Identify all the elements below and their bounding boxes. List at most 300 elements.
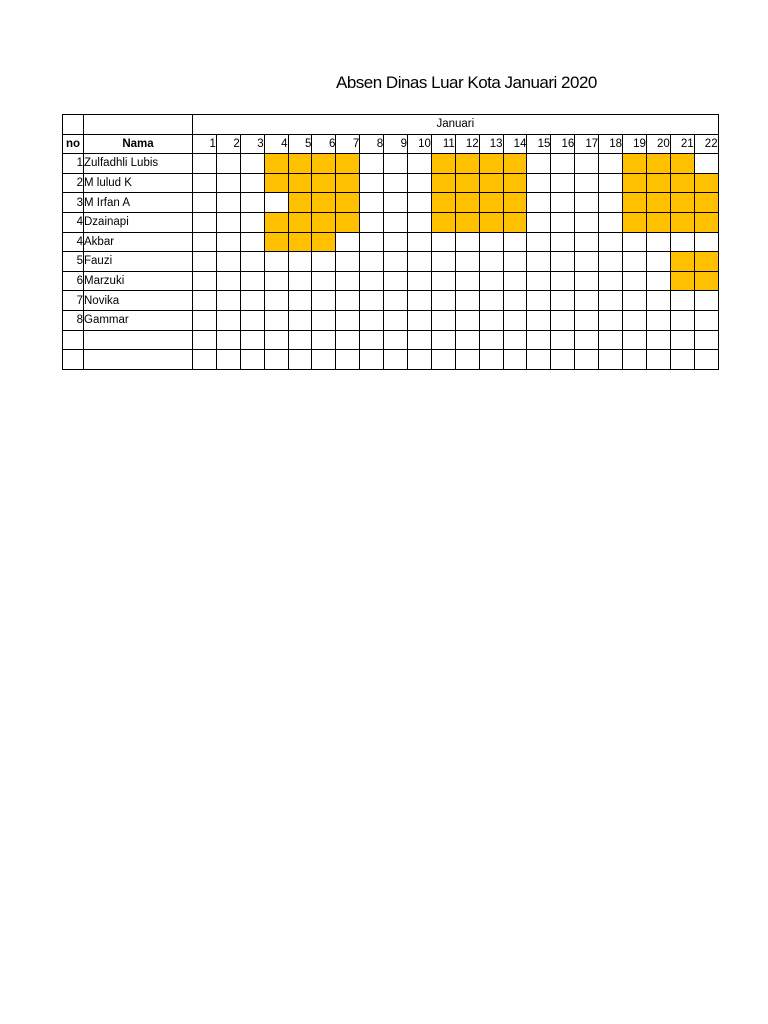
day-cell bbox=[240, 291, 264, 311]
header-no-top bbox=[63, 115, 84, 135]
day-header-21: 21 bbox=[670, 134, 694, 154]
day-cell bbox=[623, 330, 647, 350]
day-cell-marked bbox=[479, 154, 503, 174]
row-nama bbox=[84, 350, 193, 370]
day-header-22: 22 bbox=[694, 134, 718, 154]
row-no: 7 bbox=[63, 291, 84, 311]
day-cell bbox=[312, 330, 336, 350]
day-cell-marked bbox=[623, 193, 647, 213]
day-cell bbox=[408, 232, 432, 252]
day-cell bbox=[551, 291, 575, 311]
table-row bbox=[63, 271, 719, 291]
header-row-days bbox=[63, 134, 719, 154]
day-cell bbox=[479, 252, 503, 272]
day-cell bbox=[408, 291, 432, 311]
row-no: 6 bbox=[63, 271, 84, 291]
day-cell bbox=[336, 350, 360, 370]
day-cell bbox=[527, 330, 551, 350]
day-cell bbox=[551, 232, 575, 252]
day-cell bbox=[193, 193, 217, 213]
table-row bbox=[63, 350, 719, 370]
day-cell bbox=[503, 330, 527, 350]
day-header-14: 14 bbox=[503, 134, 527, 154]
row-nama: M Irfan A bbox=[84, 193, 193, 213]
table-row bbox=[63, 154, 719, 174]
day-cell-marked bbox=[694, 193, 718, 213]
day-cell bbox=[623, 252, 647, 272]
day-cell bbox=[336, 330, 360, 350]
day-cell bbox=[216, 310, 240, 330]
day-cell bbox=[599, 173, 623, 193]
day-cell bbox=[312, 310, 336, 330]
day-cell bbox=[599, 252, 623, 272]
day-cell bbox=[288, 350, 312, 370]
table-row bbox=[63, 330, 719, 350]
day-header-4: 4 bbox=[264, 134, 288, 154]
day-cell bbox=[479, 291, 503, 311]
day-cell bbox=[551, 212, 575, 232]
day-cell bbox=[599, 330, 623, 350]
day-cell bbox=[599, 212, 623, 232]
day-cell bbox=[360, 173, 384, 193]
day-cell-marked bbox=[670, 193, 694, 213]
day-cell bbox=[646, 350, 670, 370]
day-cell bbox=[527, 310, 551, 330]
day-cell bbox=[551, 173, 575, 193]
day-header-2: 2 bbox=[216, 134, 240, 154]
day-cell-marked bbox=[336, 212, 360, 232]
day-cell-marked bbox=[288, 212, 312, 232]
day-cell bbox=[360, 193, 384, 213]
day-cell bbox=[216, 193, 240, 213]
row-no: 2 bbox=[63, 173, 84, 193]
day-cell bbox=[527, 212, 551, 232]
header-row-month bbox=[63, 115, 719, 135]
day-cell-marked bbox=[431, 154, 455, 174]
day-cell bbox=[360, 232, 384, 252]
day-cell-marked bbox=[336, 154, 360, 174]
day-cell bbox=[670, 291, 694, 311]
day-cell bbox=[431, 252, 455, 272]
day-cell bbox=[479, 271, 503, 291]
day-cell bbox=[360, 350, 384, 370]
day-cell bbox=[240, 310, 264, 330]
day-cell bbox=[408, 252, 432, 272]
day-cell bbox=[479, 350, 503, 370]
day-cell-marked bbox=[312, 232, 336, 252]
day-cell bbox=[623, 291, 647, 311]
day-cell bbox=[240, 330, 264, 350]
day-cell bbox=[503, 291, 527, 311]
day-cell bbox=[431, 232, 455, 252]
day-cell bbox=[599, 310, 623, 330]
day-cell bbox=[193, 173, 217, 193]
day-cell-marked bbox=[479, 193, 503, 213]
day-cell bbox=[527, 154, 551, 174]
row-nama: Zulfadhli Lubis bbox=[84, 154, 193, 174]
day-cell-marked bbox=[455, 193, 479, 213]
day-cell bbox=[431, 291, 455, 311]
day-cell bbox=[551, 350, 575, 370]
day-cell bbox=[408, 350, 432, 370]
day-cell bbox=[646, 330, 670, 350]
day-cell bbox=[216, 154, 240, 174]
day-cell bbox=[216, 271, 240, 291]
day-cell bbox=[360, 271, 384, 291]
day-cell-marked bbox=[312, 212, 336, 232]
day-cell bbox=[599, 271, 623, 291]
day-cell-marked bbox=[670, 173, 694, 193]
day-cell bbox=[264, 350, 288, 370]
day-cell bbox=[599, 193, 623, 213]
day-cell-marked bbox=[503, 173, 527, 193]
day-cell-marked bbox=[646, 212, 670, 232]
day-cell bbox=[193, 350, 217, 370]
day-cell bbox=[240, 350, 264, 370]
day-cell bbox=[575, 310, 599, 330]
row-no bbox=[63, 350, 84, 370]
day-cell bbox=[216, 291, 240, 311]
day-cell bbox=[216, 330, 240, 350]
day-header-8: 8 bbox=[360, 134, 384, 154]
row-no: 1 bbox=[63, 154, 84, 174]
day-header-1: 1 bbox=[193, 134, 217, 154]
day-cell bbox=[312, 271, 336, 291]
row-no: 4 bbox=[63, 232, 84, 252]
day-cell-marked bbox=[431, 173, 455, 193]
day-cell bbox=[408, 330, 432, 350]
row-nama: M lulud K bbox=[84, 173, 193, 193]
day-cell bbox=[288, 330, 312, 350]
day-cell bbox=[455, 330, 479, 350]
day-cell bbox=[455, 291, 479, 311]
day-cell bbox=[408, 173, 432, 193]
day-header-5: 5 bbox=[288, 134, 312, 154]
row-nama: Gammar bbox=[84, 310, 193, 330]
day-cell-marked bbox=[288, 154, 312, 174]
day-cell bbox=[694, 232, 718, 252]
day-cell bbox=[384, 173, 408, 193]
table-row bbox=[63, 291, 719, 311]
day-header-6: 6 bbox=[312, 134, 336, 154]
day-cell bbox=[408, 193, 432, 213]
day-cell bbox=[312, 291, 336, 311]
day-cell bbox=[479, 310, 503, 330]
day-header-11: 11 bbox=[431, 134, 455, 154]
attendance-table bbox=[62, 114, 719, 370]
day-cell bbox=[646, 291, 670, 311]
day-cell bbox=[575, 350, 599, 370]
day-cell bbox=[575, 252, 599, 272]
day-cell bbox=[216, 173, 240, 193]
day-cell bbox=[575, 330, 599, 350]
day-cell bbox=[694, 310, 718, 330]
header-month: Januari bbox=[193, 115, 719, 135]
day-cell bbox=[240, 193, 264, 213]
day-cell bbox=[336, 291, 360, 311]
day-cell bbox=[599, 350, 623, 370]
day-cell bbox=[599, 154, 623, 174]
day-cell-marked bbox=[288, 193, 312, 213]
day-cell bbox=[360, 291, 384, 311]
day-header-13: 13 bbox=[479, 134, 503, 154]
day-cell-marked bbox=[623, 173, 647, 193]
day-cell bbox=[431, 310, 455, 330]
day-cell bbox=[216, 212, 240, 232]
day-cell bbox=[527, 291, 551, 311]
day-cell bbox=[360, 154, 384, 174]
day-cell bbox=[193, 232, 217, 252]
day-cell-marked bbox=[503, 193, 527, 213]
day-cell-marked bbox=[455, 154, 479, 174]
day-cell-marked bbox=[694, 173, 718, 193]
day-cell bbox=[527, 193, 551, 213]
day-cell bbox=[360, 212, 384, 232]
row-no: 5 bbox=[63, 252, 84, 272]
day-header-10: 10 bbox=[408, 134, 432, 154]
header-nama-top bbox=[84, 115, 193, 135]
day-cell bbox=[646, 232, 670, 252]
day-cell bbox=[431, 330, 455, 350]
day-cell bbox=[193, 154, 217, 174]
day-cell bbox=[455, 310, 479, 330]
day-cell bbox=[384, 271, 408, 291]
row-nama: Novika bbox=[84, 291, 193, 311]
day-cell bbox=[312, 252, 336, 272]
day-cell bbox=[551, 271, 575, 291]
day-cell bbox=[240, 271, 264, 291]
day-cell bbox=[384, 291, 408, 311]
day-cell-marked bbox=[312, 193, 336, 213]
day-cell-marked bbox=[288, 173, 312, 193]
day-cell bbox=[551, 310, 575, 330]
day-cell bbox=[193, 330, 217, 350]
day-cell bbox=[408, 271, 432, 291]
day-header-15: 15 bbox=[527, 134, 551, 154]
day-cell bbox=[193, 252, 217, 272]
day-cell bbox=[288, 252, 312, 272]
day-cell bbox=[312, 350, 336, 370]
day-cell-marked bbox=[479, 212, 503, 232]
day-cell bbox=[575, 193, 599, 213]
day-cell bbox=[408, 212, 432, 232]
day-cell-marked bbox=[670, 154, 694, 174]
day-cell-marked bbox=[694, 252, 718, 272]
day-cell bbox=[479, 330, 503, 350]
day-cell-marked bbox=[288, 232, 312, 252]
day-cell bbox=[240, 154, 264, 174]
day-cell-marked bbox=[455, 173, 479, 193]
day-cell bbox=[240, 252, 264, 272]
day-cell bbox=[694, 154, 718, 174]
day-cell bbox=[623, 310, 647, 330]
day-cell-marked bbox=[694, 271, 718, 291]
day-cell bbox=[384, 330, 408, 350]
day-cell bbox=[455, 271, 479, 291]
day-cell bbox=[431, 350, 455, 370]
day-cell bbox=[408, 310, 432, 330]
day-cell bbox=[694, 350, 718, 370]
day-cell-marked bbox=[646, 154, 670, 174]
day-cell bbox=[193, 271, 217, 291]
row-no bbox=[63, 330, 84, 350]
row-nama: Fauzi bbox=[84, 252, 193, 272]
day-cell bbox=[670, 330, 694, 350]
day-header-9: 9 bbox=[384, 134, 408, 154]
day-cell-marked bbox=[312, 154, 336, 174]
row-nama: Dzainapi bbox=[84, 212, 193, 232]
day-cell bbox=[527, 350, 551, 370]
day-cell-marked bbox=[670, 271, 694, 291]
row-no: 3 bbox=[63, 193, 84, 213]
table-row bbox=[63, 252, 719, 272]
day-cell bbox=[503, 350, 527, 370]
day-cell bbox=[264, 271, 288, 291]
day-cell bbox=[216, 232, 240, 252]
day-cell bbox=[193, 291, 217, 311]
sheet-title: Absen Dinas Luar Kota Januari 2020 bbox=[336, 73, 597, 92]
day-cell-marked bbox=[264, 232, 288, 252]
row-nama: Marzuki bbox=[84, 271, 193, 291]
day-cell bbox=[264, 310, 288, 330]
day-cell-marked bbox=[455, 212, 479, 232]
table-row bbox=[63, 310, 719, 330]
day-cell bbox=[551, 252, 575, 272]
row-nama bbox=[84, 330, 193, 350]
day-cell-marked bbox=[623, 154, 647, 174]
day-cell bbox=[336, 232, 360, 252]
day-cell bbox=[503, 271, 527, 291]
day-cell-marked bbox=[670, 212, 694, 232]
day-cell bbox=[646, 310, 670, 330]
day-cell bbox=[336, 271, 360, 291]
day-cell-marked bbox=[431, 193, 455, 213]
day-cell bbox=[599, 291, 623, 311]
day-cell bbox=[527, 271, 551, 291]
day-cell bbox=[575, 232, 599, 252]
day-cell bbox=[240, 173, 264, 193]
day-cell-marked bbox=[336, 193, 360, 213]
day-cell bbox=[694, 330, 718, 350]
day-cell-marked bbox=[694, 212, 718, 232]
day-header-7: 7 bbox=[336, 134, 360, 154]
day-cell bbox=[455, 232, 479, 252]
day-cell-marked bbox=[264, 154, 288, 174]
day-cell bbox=[575, 271, 599, 291]
day-cell bbox=[551, 154, 575, 174]
day-cell bbox=[646, 252, 670, 272]
day-cell bbox=[527, 252, 551, 272]
day-cell bbox=[384, 154, 408, 174]
row-no: 4 bbox=[63, 212, 84, 232]
day-cell bbox=[240, 232, 264, 252]
day-cell bbox=[694, 291, 718, 311]
day-cell bbox=[288, 271, 312, 291]
table-row bbox=[63, 193, 719, 213]
row-nama: Akbar bbox=[84, 232, 193, 252]
day-cell bbox=[479, 232, 503, 252]
day-cell bbox=[670, 232, 694, 252]
day-cell bbox=[503, 310, 527, 330]
day-cell bbox=[575, 154, 599, 174]
day-cell bbox=[193, 310, 217, 330]
day-cell bbox=[455, 252, 479, 272]
day-cell bbox=[503, 232, 527, 252]
header-no: no bbox=[63, 134, 84, 154]
header-nama: Nama bbox=[84, 134, 193, 154]
day-header-12: 12 bbox=[455, 134, 479, 154]
day-cell-marked bbox=[503, 212, 527, 232]
day-cell bbox=[336, 310, 360, 330]
row-no: 8 bbox=[63, 310, 84, 330]
day-cell bbox=[288, 291, 312, 311]
day-cell bbox=[240, 212, 264, 232]
day-cell bbox=[575, 212, 599, 232]
table-row bbox=[63, 212, 719, 232]
day-cell bbox=[623, 232, 647, 252]
day-cell bbox=[384, 252, 408, 272]
day-cell bbox=[360, 310, 384, 330]
day-cell-marked bbox=[646, 173, 670, 193]
day-cell bbox=[623, 350, 647, 370]
day-cell bbox=[384, 212, 408, 232]
day-cell bbox=[384, 232, 408, 252]
day-cell-marked bbox=[336, 173, 360, 193]
day-cell-marked bbox=[623, 212, 647, 232]
day-cell-marked bbox=[670, 252, 694, 272]
day-cell-marked bbox=[312, 173, 336, 193]
day-cell bbox=[216, 252, 240, 272]
day-cell bbox=[264, 291, 288, 311]
day-cell bbox=[527, 173, 551, 193]
day-cell bbox=[360, 330, 384, 350]
day-cell bbox=[264, 252, 288, 272]
day-header-3: 3 bbox=[240, 134, 264, 154]
day-cell-marked bbox=[431, 212, 455, 232]
day-cell bbox=[503, 252, 527, 272]
day-cell bbox=[384, 350, 408, 370]
table-row bbox=[63, 173, 719, 193]
day-cell bbox=[623, 271, 647, 291]
day-cell bbox=[670, 350, 694, 370]
day-header-16: 16 bbox=[551, 134, 575, 154]
day-cell bbox=[599, 232, 623, 252]
day-cell bbox=[670, 310, 694, 330]
day-cell bbox=[431, 271, 455, 291]
day-header-18: 18 bbox=[599, 134, 623, 154]
day-header-20: 20 bbox=[646, 134, 670, 154]
day-cell bbox=[360, 252, 384, 272]
day-cell bbox=[551, 193, 575, 213]
day-header-19: 19 bbox=[623, 134, 647, 154]
day-cell bbox=[408, 154, 432, 174]
day-cell bbox=[527, 232, 551, 252]
day-cell bbox=[384, 310, 408, 330]
day-cell bbox=[336, 252, 360, 272]
day-cell bbox=[575, 173, 599, 193]
day-header-17: 17 bbox=[575, 134, 599, 154]
day-cell-marked bbox=[264, 173, 288, 193]
day-cell-marked bbox=[503, 154, 527, 174]
day-cell-marked bbox=[479, 173, 503, 193]
table-row bbox=[63, 232, 719, 252]
day-cell bbox=[384, 193, 408, 213]
day-cell bbox=[264, 193, 288, 213]
day-cell bbox=[264, 330, 288, 350]
day-cell bbox=[551, 330, 575, 350]
day-cell bbox=[288, 310, 312, 330]
day-cell bbox=[575, 291, 599, 311]
